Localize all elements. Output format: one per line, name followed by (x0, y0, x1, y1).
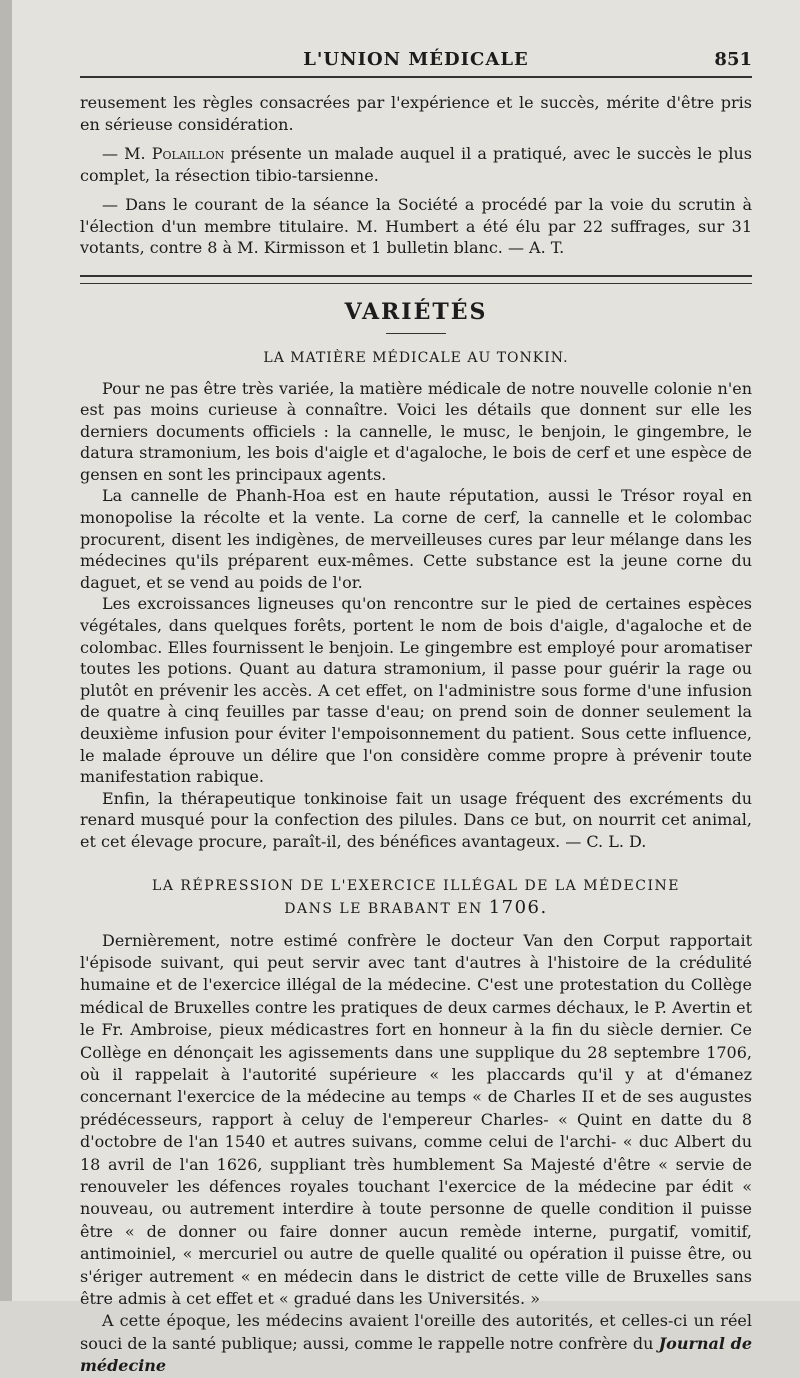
article-1-body (80, 378, 752, 853)
article-1-paragraph: Enfin, la thérapeutique tonkinoise fait un usage fréquent des excréments du renard musqué pour la confection des pilules. Dans ce but, on nourrit cet animal, et cet élevage procure, paraît-il, des bénéfices avantageux. — C. L. D. (80, 788, 752, 851)
running-header (80, 45, 752, 75)
section-divider (80, 275, 752, 284)
journal-title: Journal de médecine (80, 1333, 752, 1376)
article-1-paragraph: Pour ne pas être très variée, la matière médicale de notre nouvelle colonie n'en est pas moins curieuse à connaître. Voici les détails que donnent sur elle les derniers documents officiels : la cannelle, le musc, le benjoin, le gingembre, le datura stramonium, les bois d'aigle et d'agaloche, le bois de cerf et une espèce de gensen en sont les principaux agents. (80, 378, 752, 484)
article-2-title-year: 1706. (488, 896, 548, 918)
section-title: VARIÉTÉS (344, 298, 488, 325)
intro-paragraph-1: reusement les règles consacrées par l'expérience et le succès, mérite d'être pris en sérieuse considération. (80, 93, 752, 134)
running-title: L'UNION MÉDICALE (303, 49, 529, 70)
page-number: 851 (714, 49, 752, 70)
article-1-paragraph: La cannelle de Phanh-Hoa est en haute réputation, aussi le Trésor royal en monopolise la récolte et la vente. La corne de cerf, la cannelle et le colombac procurent, disent les indigènes, de merveilleuses cures par leur mélange dans les médecines qu'ils préparent eux-mêmes. Cette substance est la jeune corne du daguet, et se vend au poids de l'or. (80, 486, 752, 592)
article-2-body (80, 930, 752, 1378)
article-1-paragraph: Les excroissances ligneuses qu'on rencontre sur le pied de certaines espèces végétales, dans quelques forêts, portent le nom de bois d'aigle, d'agaloche et de colombac. Elles fournissent le benjoin. Le gingembre est employé pour aromatiser toutes les potions. Quant au datura stramonium, il passe pour guérir la rage ou plutôt en prévenir les accès. A cet effet, on l'administre sous forme d'une infusion de quatre à cinq feuilles par tasse d'eau; on prend soin de donner seulement la deuxième infusion pour éviter l'empoisonnement du patient. Sous cette influence, le malade éprouve un délire que l'on considère comme propre à prévenir toute manifestation rabique. (80, 594, 752, 787)
article-2-paragraph: Dernièrement, notre estimé confrère le docteur Van den Corput rapportait l'épisode suivant, qui peut servir avec tant d'autres à l'histoire de la crédulité humaine et de l'exercice illégal de la médecine. C'est une protestation du Collège médical de Bruxelles contre les pratiques de deux carmes déchaux, le P. Avertin et le Fr. Ambroise, pieux médicastres fort en honneur à la fin du siècle dernier. Ce Collège en dénonçait les agissements dans une supplique du 28 septembre 1706, où il rappelait à l'autorité supérieure « les placcards qu'il y at d'émanez concernant l'exercice de la médecine au temps « de Charles II et de ses augustes prédécesseurs, rapport à celuy de l'empereur Charles- « Quint en datte du 8 d'octobre de l'an 1540 et autres suivans, comme celui de l'archi- « duc Albert du 18 avril de l'an 1626, suppliant très humblement Sa Majesté d'être « servie de renouveler les défences royales touchant l'exercice de la médecine par édit « nouveau, ou autrement interdire à toute personne de quelle condition il puisse être « de donner ou faire donner aucun remède interne, purgatif, vomitif, antimoiniel, « mercuriel ou autre de quelle qualité ou opération il puisse être, ou s'ériger autrement « en médecin dans le district de cette ville de Bruxelles sans être admis à cet effet et « gradué dans les Universités. » (80, 930, 752, 1309)
article-2-title-text: DANS LE BRABANT EN (284, 900, 483, 917)
article-2-title-line-1: LA RÉPRESSION DE L'EXERCICE ILLÉGAL DE LA MÉDECINE (152, 877, 680, 894)
binding-gutter (0, 0, 12, 1301)
page-body (80, 92, 752, 1378)
article-2-title-line-2 (80, 897, 752, 920)
person-name: Polaillon (151, 144, 225, 163)
dash: — M. (102, 144, 152, 163)
article-2-last-paragraph (80, 1310, 752, 1377)
article-1-title: LA MATIÈRE MÉDICALE AU TONKIN. (263, 350, 569, 366)
intro-paragraph-2 (80, 143, 752, 186)
article-2-title (80, 875, 752, 920)
intro-paragraph-3: — Dans le courant de la séance la Société a procédé par la voie du scrutin à l'élection d'un membre titulaire. M. Humbert a été élu par 22 suffrages, sur 31 votants, contre 8 à M. Kirmisson et 1 bulletin blanc. — A. T. (80, 195, 752, 257)
intro-paragraph-2-rest: présente un malade auquel il a pratiqué, avec le succès le plus complet, la résection tibio-tarsienne. (80, 144, 752, 185)
header-rule (80, 76, 752, 78)
article-2-last-paragraph-text: A cette époque, les médecins avaient l'oreille des autorités, et celles-ci un réel souci de la santé publique; aussi, comme le rappelle notre confrère du (80, 1311, 752, 1353)
title-underline (386, 333, 446, 334)
